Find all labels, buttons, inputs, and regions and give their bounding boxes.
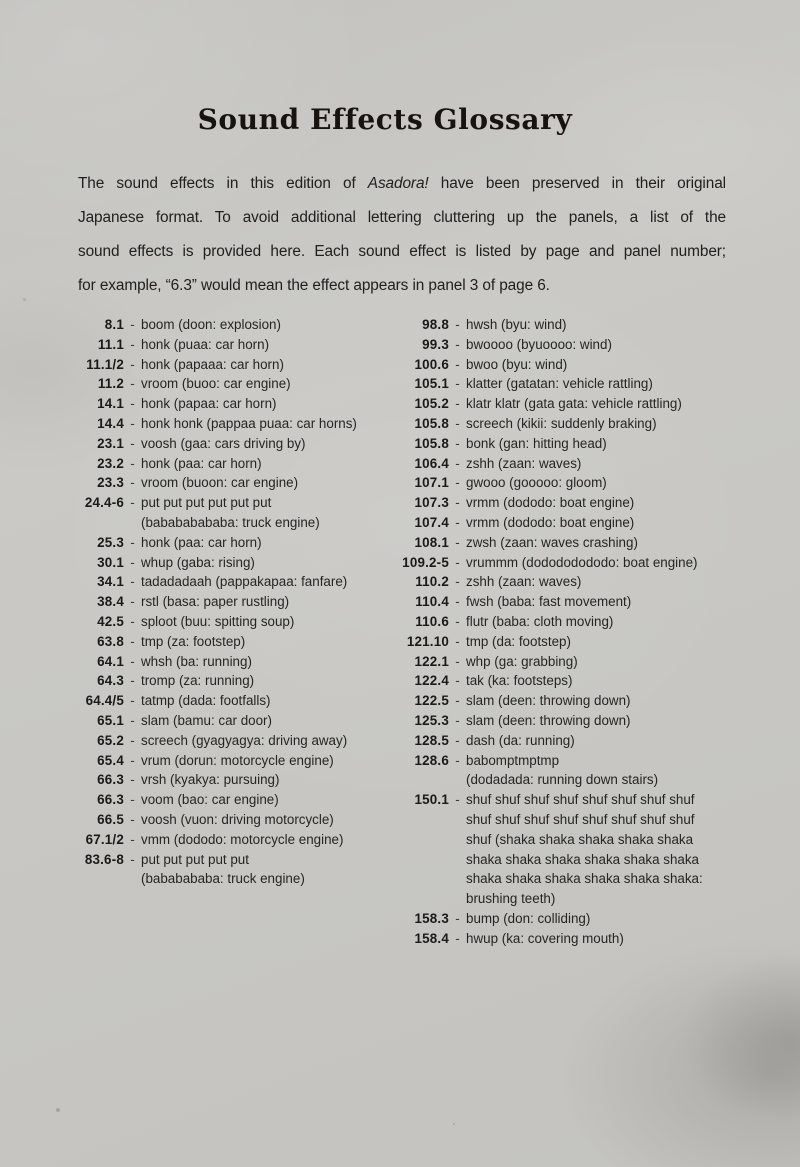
entry-page-panel-number: 106.4 <box>414 455 449 471</box>
glossary-entry <box>58 632 398 652</box>
entry-page-panel-number: 42.5 <box>97 613 124 629</box>
glossary-entry <box>58 355 398 375</box>
glossary-entry <box>58 711 398 731</box>
entry-dash-separator: - <box>130 712 135 728</box>
entry-sound-effect-text: boom (doon: explosion) <box>141 317 281 332</box>
entry-dash-separator: - <box>455 574 460 590</box>
intro-line-4: for example, “6.3” would mean the effect appears in panel 3 of page 6. <box>78 277 550 294</box>
entry-dash-separator <box>449 770 466 790</box>
entry-dash-separator: - <box>455 336 460 352</box>
entry-page-panel-number: 107.3 <box>414 495 449 511</box>
glossary-entry <box>383 513 793 533</box>
entry-page-panel-number: 64.3 <box>97 673 124 689</box>
entry-page-panel-number <box>383 810 449 830</box>
entry-dash-separator: - <box>130 376 135 392</box>
entry-dash-separator <box>449 850 466 870</box>
entry-sound-effect-text: put put put put put <box>141 851 249 867</box>
entry-page-panel-number: 30.1 <box>97 554 124 570</box>
entry-sound-effect-text: bump (don: colliding) <box>466 910 591 926</box>
entry-dash-separator: - <box>455 693 460 709</box>
glossary-entry <box>58 810 398 830</box>
entry-sound-effect-text: vrummm (dodododododo: boat engine) <box>466 554 698 570</box>
entry-page-panel-number: 99.3 <box>422 336 449 352</box>
entry-page-panel-number: 107.1 <box>414 475 449 491</box>
entry-page-panel-number: 66.5 <box>97 811 124 827</box>
glossary-entry <box>58 790 398 810</box>
entry-dash-separator: - <box>455 356 460 372</box>
entry-sound-effect-text: whp (ga: grabbing) <box>466 653 578 669</box>
entry-page-panel-number: 11.1/2 <box>86 356 124 372</box>
entry-dash-separator: - <box>130 475 135 491</box>
entry-sound-effect-text: fwsh (baba: fast movement) <box>466 594 632 610</box>
entry-page-panel-number: 23.1 <box>97 435 124 451</box>
entry-dash-separator <box>449 869 466 889</box>
entry-page-panel-number <box>383 770 449 790</box>
glossary-entry <box>58 434 398 454</box>
entry-sound-effect-text: bwoo (byu: wind) <box>466 356 568 372</box>
entry-sound-effect-text: (bababababa: truck engine) <box>141 871 305 887</box>
entry-sound-effect-text: vrsh (kyakya: pursuing) <box>141 772 280 788</box>
glossary-entry <box>58 493 398 513</box>
glossary-entry <box>58 335 398 355</box>
entry-sound-effect-text: honk (puaa: car horn) <box>141 336 270 352</box>
entry-sound-effect-text: sploot (buu: spitting soup) <box>141 613 295 629</box>
entry-sound-effect-text: vroom (buoo: car engine) <box>141 376 291 392</box>
entry-page-panel-number: 122.5 <box>414 693 449 709</box>
intro-series-title: Asadora! <box>367 175 429 192</box>
entry-dash-separator: - <box>455 613 460 629</box>
entry-page-panel-number: 105.8 <box>414 435 449 451</box>
entry-sound-effect-text: screech (gyagyagya: driving away) <box>141 732 348 748</box>
entry-dash-separator: - <box>455 554 460 570</box>
entry-page-panel-number: 100.6 <box>414 356 449 372</box>
entry-sound-effect-text: voosh (vuon: driving motorcycle) <box>141 811 334 827</box>
glossary-entry <box>383 711 793 731</box>
entry-dash-separator: - <box>130 574 135 590</box>
entry-dash-separator: - <box>455 732 460 748</box>
entry-sound-effect-text: zwsh (zaan: waves crashing) <box>466 534 638 550</box>
entry-sound-effect-text: zshh (zaan: waves) <box>466 455 582 471</box>
entry-dash-separator: - <box>455 653 460 669</box>
entry-page-panel-number: 125.3 <box>414 712 449 728</box>
entry-page-panel-number: 121.10 <box>406 633 449 649</box>
entry-dash-separator: - <box>130 633 135 649</box>
entry-sound-effect-text: shaka shaka shaka shaka shaka shaka <box>466 851 699 867</box>
entry-sound-effect-text: bwoooo (byuoooo: wind) <box>466 336 612 352</box>
entry-dash-separator: - <box>130 455 135 471</box>
glossary-entry <box>383 553 793 573</box>
paper-speck <box>56 1108 60 1112</box>
entry-dash-separator: - <box>130 396 135 412</box>
glossary-entry-continuation <box>383 889 793 909</box>
entry-sound-effect-text: whsh (ba: running) <box>141 653 252 669</box>
entry-sound-effect-text: honk (paa: car horn) <box>141 455 262 471</box>
entry-sound-effect-text: tatmp (dada: footfalls) <box>141 693 271 709</box>
entry-dash-separator: - <box>130 435 135 451</box>
entry-dash-separator: - <box>455 930 460 946</box>
entry-page-panel-number: 65.2 <box>97 732 124 748</box>
entry-sound-effect-text: slam (deen: throwing down) <box>466 712 631 728</box>
glossary-entry-continuation <box>383 850 793 870</box>
entry-sound-effect-text: tromp (za: running) <box>141 673 255 689</box>
glossary-entry <box>58 671 398 691</box>
entry-sound-effect-text: gwooo (gooooo: gloom) <box>466 475 607 491</box>
entry-dash-separator: - <box>455 712 460 728</box>
glossary-entry <box>383 473 793 493</box>
entry-page-panel-number: 105.8 <box>414 415 449 431</box>
glossary-entry <box>58 592 398 612</box>
glossary-entry-continuation <box>58 513 398 533</box>
entry-dash-separator: - <box>130 792 135 808</box>
entry-dash-separator: - <box>455 455 460 471</box>
entry-page-panel-number: 158.3 <box>414 910 449 926</box>
entry-sound-effect-text: honk (papaaa: car horn) <box>141 356 284 372</box>
entry-page-panel-number: 63.8 <box>97 633 124 649</box>
paper-speck <box>453 1123 455 1125</box>
glossary-entry <box>58 394 398 414</box>
glossary-entry <box>58 315 398 335</box>
glossary-entry <box>58 572 398 592</box>
entry-dash-separator: - <box>130 554 135 570</box>
entry-page-panel-number <box>383 869 449 889</box>
glossary-entry <box>383 355 793 375</box>
entry-page-panel-number: 122.4 <box>414 673 449 689</box>
glossary-entry <box>58 691 398 711</box>
entry-sound-effect-text: voosh (gaa: cars driving by) <box>141 435 306 451</box>
entry-page-panel-number: 107.4 <box>414 514 449 530</box>
entry-dash-separator: - <box>455 910 460 926</box>
entry-sound-effect-text: hwsh (byu: wind) <box>466 317 567 332</box>
intro-paragraph <box>78 167 726 303</box>
glossary-entry <box>58 830 398 850</box>
entry-sound-effect-text: vmm (dododo: motorcycle engine) <box>141 831 344 847</box>
glossary-entry <box>383 671 793 691</box>
entry-page-panel-number: 38.4 <box>97 594 124 610</box>
entry-sound-effect-text: zshh (zaan: waves) <box>466 574 582 590</box>
entry-page-panel-number <box>383 889 449 909</box>
entry-sound-effect-text: honk (papaa: car horn) <box>141 396 277 412</box>
entry-page-panel-number: 66.3 <box>97 792 124 808</box>
entry-page-panel-number: 128.6 <box>414 752 449 768</box>
entry-dash-separator: - <box>455 594 460 610</box>
entry-page-panel-number: 64.4/5 <box>85 693 124 709</box>
entry-sound-effect-text: dash (da: running) <box>466 732 575 748</box>
entry-dash-separator: - <box>130 732 135 748</box>
glossary-entry <box>383 335 793 355</box>
entry-dash-separator: - <box>130 317 135 332</box>
entry-dash-separator: - <box>130 356 135 372</box>
entry-sound-effect-text: tmp (da: footstep) <box>466 633 571 649</box>
entry-sound-effect-text: klatter (gatatan: vehicle rattling) <box>466 376 653 392</box>
entry-page-panel-number: 110.4 <box>415 594 449 610</box>
entry-dash-separator: - <box>130 772 135 788</box>
entry-page-panel-number: 11.2 <box>97 376 124 392</box>
entry-dash-separator: - <box>130 415 135 431</box>
glossary-column-right <box>383 315 793 949</box>
glossary-entry-continuation <box>383 830 793 850</box>
entry-dash-separator: - <box>455 475 460 491</box>
glossary-entry <box>383 652 793 672</box>
entry-sound-effect-text: vrum (dorun: motorcycle engine) <box>141 752 334 768</box>
glossary-entry <box>383 632 793 652</box>
entry-dash-separator <box>124 869 141 889</box>
entry-dash-separator: - <box>455 514 460 530</box>
entry-dash-separator: - <box>130 653 135 669</box>
glossary-entry <box>383 572 793 592</box>
entry-page-panel-number: 11.1 <box>97 336 124 352</box>
entry-sound-effect-text: hwup (ka: covering mouth) <box>466 930 624 946</box>
glossary-entry <box>58 612 398 632</box>
entry-dash-separator <box>449 830 466 850</box>
glossary-entry <box>383 394 793 414</box>
entry-page-panel-number: 25.3 <box>97 534 124 550</box>
entry-dash-separator: - <box>130 693 135 709</box>
glossary-entry <box>383 929 793 949</box>
glossary-entry-continuation <box>383 810 793 830</box>
glossary-entry <box>383 434 793 454</box>
entry-sound-effect-text: vroom (buoon: car engine) <box>141 475 299 491</box>
entry-sound-effect-text: slam (bamu: car door) <box>141 712 272 728</box>
glossary-entry <box>58 454 398 474</box>
glossary-entry <box>58 850 398 870</box>
entry-dash-separator: - <box>455 673 460 689</box>
entry-dash-separator: - <box>455 633 460 649</box>
entry-dash-separator <box>449 889 466 909</box>
entry-sound-effect-text: (dodadada: running down stairs) <box>466 772 659 788</box>
entry-page-panel-number: 122.1 <box>414 653 449 669</box>
intro-text: have been preserved in their original <box>428 175 726 192</box>
entry-sound-effect-text: brushing teeth) <box>466 891 556 907</box>
entry-sound-effect-text: (babababababa: truck engine) <box>141 514 320 530</box>
entry-dash-separator: - <box>130 673 135 689</box>
entry-page-panel-number: 128.5 <box>414 732 449 748</box>
entry-page-panel-number: 158.4 <box>414 930 449 946</box>
entry-sound-effect-text: voom (bao: car engine) <box>141 792 279 808</box>
entry-page-panel-number: 105.2 <box>414 396 449 412</box>
glossary-entry <box>58 414 398 434</box>
entry-sound-effect-text: tadadadaah (pappakapaa: fanfare) <box>141 574 348 590</box>
glossary-entry <box>383 731 793 751</box>
entry-sound-effect-text: tak (ka: footsteps) <box>466 673 573 689</box>
entry-page-panel-number: 110.6 <box>415 613 449 629</box>
glossary-entry-continuation <box>383 869 793 889</box>
glossary-entry <box>58 374 398 394</box>
page-title: Sound Effects Glossary <box>197 103 573 136</box>
entry-page-panel-number: 98.8 <box>422 317 449 332</box>
entry-sound-effect-text: shuf shuf shuf shuf shuf shuf shuf shuf <box>466 792 695 808</box>
glossary-entry <box>58 751 398 771</box>
entry-sound-effect-text: flutr (baba: cloth moving) <box>466 613 614 629</box>
glossary-entry <box>58 652 398 672</box>
entry-page-panel-number: 150.1 <box>414 792 449 808</box>
glossary-entry <box>383 533 793 553</box>
entry-page-panel-number: 105.1 <box>414 376 449 392</box>
glossary-entry <box>383 691 793 711</box>
glossary-entry <box>383 454 793 474</box>
entry-sound-effect-text: tmp (za: footstep) <box>141 633 246 649</box>
entry-page-panel-number: 23.3 <box>97 475 124 491</box>
entry-dash-separator: - <box>130 811 135 827</box>
entry-dash-separator: - <box>455 415 460 431</box>
entry-dash-separator: - <box>130 831 135 847</box>
entry-sound-effect-text: whup (gaba: rising) <box>141 554 255 570</box>
entry-dash-separator: - <box>455 752 460 768</box>
entry-sound-effect-text: honk (paa: car horn) <box>141 534 262 550</box>
entry-page-panel-number: 110.2 <box>415 574 449 590</box>
entry-page-panel-number: 8.1 <box>104 317 124 332</box>
entry-page-panel-number: 14.4 <box>97 415 124 431</box>
entry-page-panel-number <box>383 850 449 870</box>
entry-sound-effect-text: vrmm (dododo: boat engine) <box>466 495 635 511</box>
glossary-entry <box>58 731 398 751</box>
intro-text: The sound effects in this edition of <box>78 175 368 192</box>
entry-page-panel-number <box>58 869 124 889</box>
entry-dash-separator: - <box>130 495 135 511</box>
entry-sound-effect-text: shaka shaka shaka shaka shaka shaka: <box>466 871 703 887</box>
intro-line-1 <box>78 167 726 201</box>
entry-sound-effect-text: screech (kikii: suddenly braking) <box>466 415 657 431</box>
entry-page-panel-number: 65.4 <box>97 752 124 768</box>
entry-page-panel-number: 14.1 <box>97 396 124 412</box>
entry-dash-separator: - <box>455 396 460 412</box>
glossary-column-left <box>58 315 398 889</box>
entry-dash-separator: - <box>455 495 460 511</box>
entry-page-panel-number: 83.6-8 <box>84 851 124 867</box>
entry-dash-separator <box>124 513 141 533</box>
entry-sound-effect-text: vrmm (dododo: boat engine) <box>466 514 635 530</box>
glossary-entry <box>383 751 793 771</box>
entry-sound-effect-text: babomptmptmp <box>466 752 560 768</box>
glossary-entry <box>383 315 793 335</box>
entry-page-panel-number: 67.1/2 <box>85 831 124 847</box>
entry-dash-separator: - <box>130 534 135 550</box>
entry-page-panel-number: 66.3 <box>97 772 124 788</box>
entry-dash-separator <box>449 810 466 830</box>
glossary-entry <box>383 592 793 612</box>
entry-dash-separator: - <box>130 594 135 610</box>
entry-dash-separator: - <box>130 851 135 867</box>
paper-speck <box>23 298 26 301</box>
entry-sound-effect-text: put put put put put put <box>141 495 272 511</box>
entry-sound-effect-text: bonk (gan: hitting head) <box>466 435 607 451</box>
entry-sound-effect-text: honk honk (pappaa puaa: car horns) <box>141 415 357 431</box>
glossary-entry-continuation <box>58 869 398 889</box>
glossary-entry <box>383 374 793 394</box>
entry-dash-separator: - <box>455 792 460 808</box>
glossary-entry <box>383 414 793 434</box>
entry-page-panel-number <box>383 830 449 850</box>
entry-sound-effect-text: shuf shuf shuf shuf shuf shuf shuf shuf <box>466 811 695 827</box>
entry-sound-effect-text: slam (deen: throwing down) <box>466 693 631 709</box>
intro-line-2: Japanese format. To avoid additional lettering cluttering up the panels, a list of the <box>78 209 726 226</box>
glossary-entry <box>383 790 793 810</box>
entry-page-panel-number: 109.2-5 <box>402 554 449 570</box>
entry-dash-separator: - <box>455 435 460 451</box>
entry-sound-effect-text: klatr klatr (gata gata: vehicle rattling) <box>466 396 682 412</box>
glossary-entry-continuation <box>383 770 793 790</box>
entry-dash-separator: - <box>455 376 460 392</box>
glossary-entry <box>58 553 398 573</box>
intro-line-3: sound effects is provided here. Each sound effect is listed by page and panel number; <box>78 243 726 260</box>
entry-sound-effect-text: shuf (shaka shaka shaka shaka shaka <box>466 831 694 847</box>
entry-page-panel-number <box>58 513 124 533</box>
entry-page-panel-number: 34.1 <box>97 574 124 590</box>
glossary-entry <box>383 612 793 632</box>
glossary-entry <box>58 770 398 790</box>
entry-page-panel-number: 108.1 <box>414 534 449 550</box>
glossary-entry <box>383 909 793 929</box>
entry-sound-effect-text: rstl (basa: paper rustling) <box>141 594 290 610</box>
entry-dash-separator: - <box>130 336 135 352</box>
entry-page-panel-number: 23.2 <box>97 455 124 471</box>
glossary-entry <box>58 533 398 553</box>
entry-page-panel-number: 64.1 <box>97 653 124 669</box>
entry-dash-separator: - <box>130 613 135 629</box>
entry-page-panel-number: 24.4-6 <box>84 495 124 511</box>
entry-dash-separator: - <box>455 534 460 550</box>
entry-dash-separator: - <box>455 317 460 332</box>
entry-dash-separator: - <box>130 752 135 768</box>
entry-page-panel-number: 65.1 <box>97 712 124 728</box>
glossary-entry <box>383 493 793 513</box>
glossary-entry <box>58 473 398 493</box>
